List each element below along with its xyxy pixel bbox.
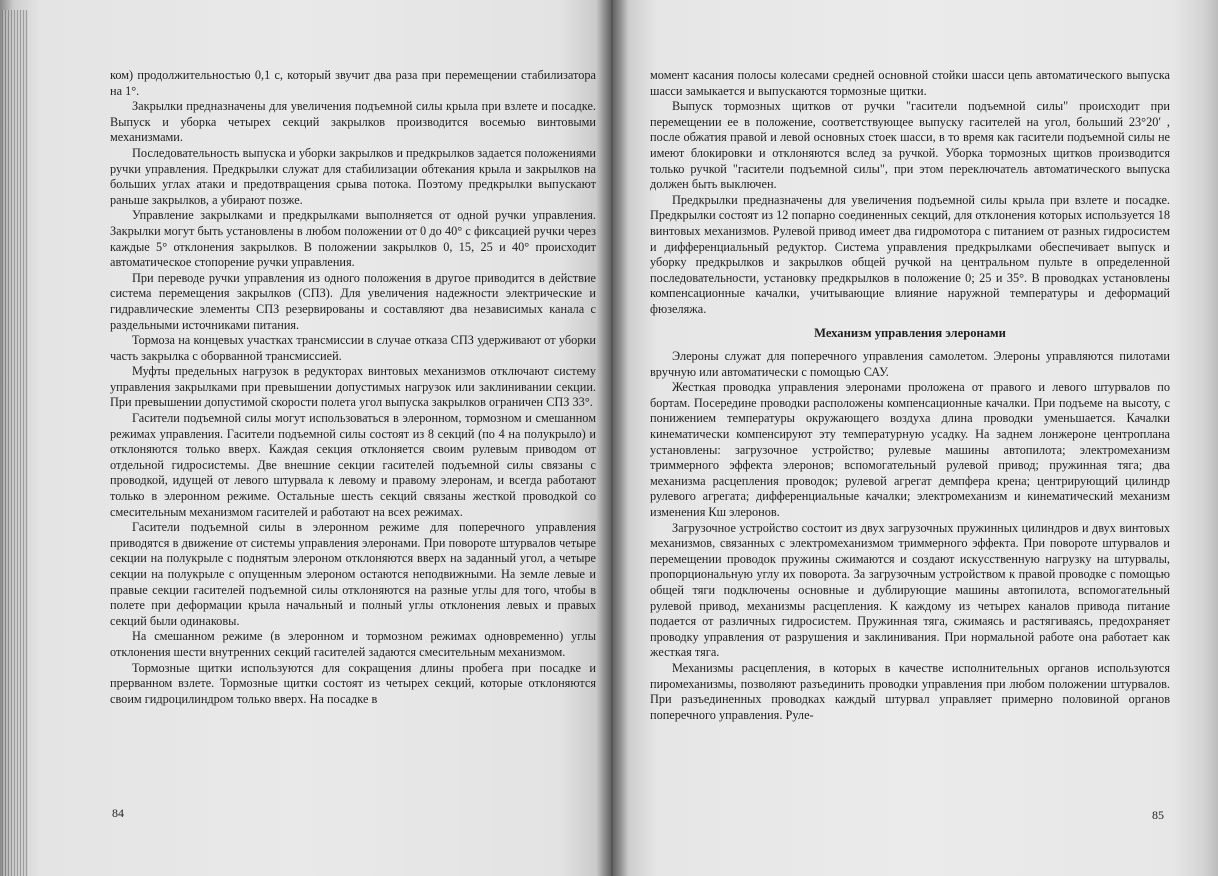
paragraph: Управление закрылками и предкрылками выполняется от одной ручки управления. Закрылки могут быть установлены в любом положении от 0 до 40° с фиксацией ручки через каждые 5° отклонения закрылков. В положении закрылков 0, 15, 25 и 40° происходит автоматическое стопорение ручки управления.: [110, 208, 596, 270]
paragraph: Муфты предельных нагрузок в редукторах винтовых механизмов отключают систему управления закрылками при превышении допустимых нагрузок или заклинивании секции. При превышении допустимой скорости полета угол выпуска закрылков ограничен СПЗ 33°.: [110, 364, 596, 410]
left-page-text: [110, 68, 596, 707]
paragraph: Тормоза на концевых участках трансмиссии в случае отказа СПЗ удерживают от уборки часть закрылка с оборванной трансмиссией.: [110, 333, 596, 363]
paragraph: ком) продолжительностью 0,1 с, который звучит два раза при перемещении стабилизатора на 1°.: [110, 68, 596, 98]
paragraph: Выпуск тормозных щитков от ручки "гасители подъемной силы" происходит при перемещении ее в положение, соответствующее выпуску гасителей на угол, больший 23°20′ , после обжатия правой и левой основных стоек шасси, в то время как гасители подъемной силы не имеют блокировки и отклоняются вслед за ручкой. Уборка тормозных щитков производится только ручкой "гасители подъемной силы", при этом переключатель автоматического выпуска должен быть выключен.: [650, 99, 1170, 192]
paragraph: Механизмы расцепления, в которых в качестве исполнительных органов используются пиромеханизмы, позволяют разъединить проводки управления при любом положении штурвалов. При разъединенных проводках каждый штурвал управляет примерно половиной органов поперечного управления. Руле-: [650, 660, 1170, 722]
section-heading: Механизм управления элеронами: [814, 325, 1006, 340]
paragraph: Последовательность выпуска и уборки закрылков и предкрылков задается положениями ручки управления. Предкрылки служат для стабилизации обтекания крыла и закрылков на больших углах атаки и предотвращения срыва потока. Поэтому предкрылки выпускают раньше закрылков, а убирают позже.: [110, 145, 596, 207]
paragraph: Тормозные щитки используются для сокращения длины пробега при посадке и прерванном взлете. Тормозные щитки состоят из четырех секций, которые отклоняются своим гидроцилиндром только вверх. На посадке в: [110, 660, 596, 706]
right-page: [612, 0, 1218, 876]
paragraph: Загрузочное устройство состоит из двух загрузочных пружинных цилиндров и двух винтовых механизмов, связанных с электромеханизмом триммерного эффекта. При повороте штурвалов и перемещении проводок пружины сжимаются и создают искусственную нагрузку на штурвалы, пропорциональную углу их поворота. За загрузочным устройством к правой проводке с помощью общей тяги подключены основные и дублирующие машины автопилота, вспомогательный рулевой привод, механизмы расцепления. К каждому из четырех каналов привода питание подается от различных гидросистем. Пружинная тяга, сжимаясь и растягиваясь, предохраняет проводку управления от разрушения и заклинивания. При нормальной работе она работает как жесткая тяга.: [650, 520, 1170, 660]
paragraph: Элероны служат для поперечного управления самолетом. Элероны управляются пилотами вручную или автоматически с помощью САУ.: [650, 349, 1170, 379]
book-gutter: [596, 0, 628, 876]
page-number: 84: [112, 806, 124, 820]
paragraph: На смешанном режиме (в элеронном и тормозном режимах одновременно) углы отклонения шести внутренних секций гасителей задаются смесительным механизмом.: [110, 629, 596, 659]
page-number: 85: [1152, 808, 1164, 822]
paragraph: момент касания полосы колесами средней основной стойки шасси цепь автоматического выпуска шасси замыкается и выпускаются тормозные щитки.: [650, 68, 1170, 98]
paragraph: Гасители подъемной силы могут использоваться в элеронном, тормозном и смешанном режимах управления. Гасители подъемной силы состоят из 8 секций (по 4 на полукрыло) и отклоняются только вверх. Каждая секция отклоняется своим рулевым приводом от отдельной гидросистемы. Две внешние секции гасителей подъемной силы связаны с проводкой, идущей от левого штурвала к левому и правому элеронам, и всегда работают только в элеронном режиме. Остальные шесть секций связаны жесткой проводкой со смесительным механизмом гасителей и работают на всех режимах.: [110, 411, 596, 519]
right-page-text: [650, 68, 1170, 723]
paragraph: Предкрылки предназначены для увеличения подъемной силы крыла при взлете и посадке. Предкрылки состоят из 12 попарно соединенных секций, для отклонения которых используется 18 винтовых механизмов. Рулевой привод имеет два гидромотора с питанием от разных гидросистем и дифференциальный редуктор. Система управления предкрылками обеспечивает выпуск и уборку предкрылков и закрылков общей ручкой на центральном пульте в определенной последовательности, установку предкрылков в положение 0; 25 и 35°. В проводках установлены компенсационные качалки, учитывающие влияние наружной температуры и деформаций фюзеляжа.: [650, 192, 1170, 316]
paragraph: Закрылки предназначены для увеличения подъемной силы крыла при взлете и посадке. Выпуск и уборка четырех секций закрылков производится восемью винтовыми механизмами.: [110, 99, 596, 145]
paragraph: При переводе ручки управления из одного положения в другое приводится в действие система перемещения закрылков (СПЗ). Для увеличения надежности электрические и гидравлические элементы СПЗ резервированы и составляют два независимых канала с раздельными источниками питания.: [110, 270, 596, 332]
paragraph: Жесткая проводка управления элеронами проложена от правого и левого штурвалов по бортам. Посередине проводки расположены компенсационные качалки. При подъеме на высоту, с понижением температуры окружающего воздуха длина проводки уменьшается. Качалки кинематически компенсируют эту температурную усадку. На заднем лонжероне центроплана установлены: загрузочное устройство; рулевые машины автопилота; электромеханизм триммерного эффекта элеронов; вспомогательный рулевой привод; пружинная тяга; два механизма расцепления проводок; рулевой агрегат демпфера крена; центрирующий цилиндр рулевого агрегата; дифференциальные качалки; электромеханизм и кинематический механизм изменения Кш элеронов.: [650, 380, 1170, 520]
paragraph: Гасители подъемной силы в элеронном режиме для поперечного управления приводятся в движение от системы управления элеронами. При повороте штурвалов четыре секции на полукрыле с поднятым элероном отклоняются вверх на заданный угол, а четыре секции на полукрыле с опущенным элероном остаются неподвижными. На земле левые и правые секции гасителей подъемной силы отклоняются на разные углы для того, чтобы в полете при деформации крыла начальный и полный углы отклонения левых и правых секций были одинаковы.: [110, 520, 596, 628]
page-edges: [2, 10, 28, 876]
